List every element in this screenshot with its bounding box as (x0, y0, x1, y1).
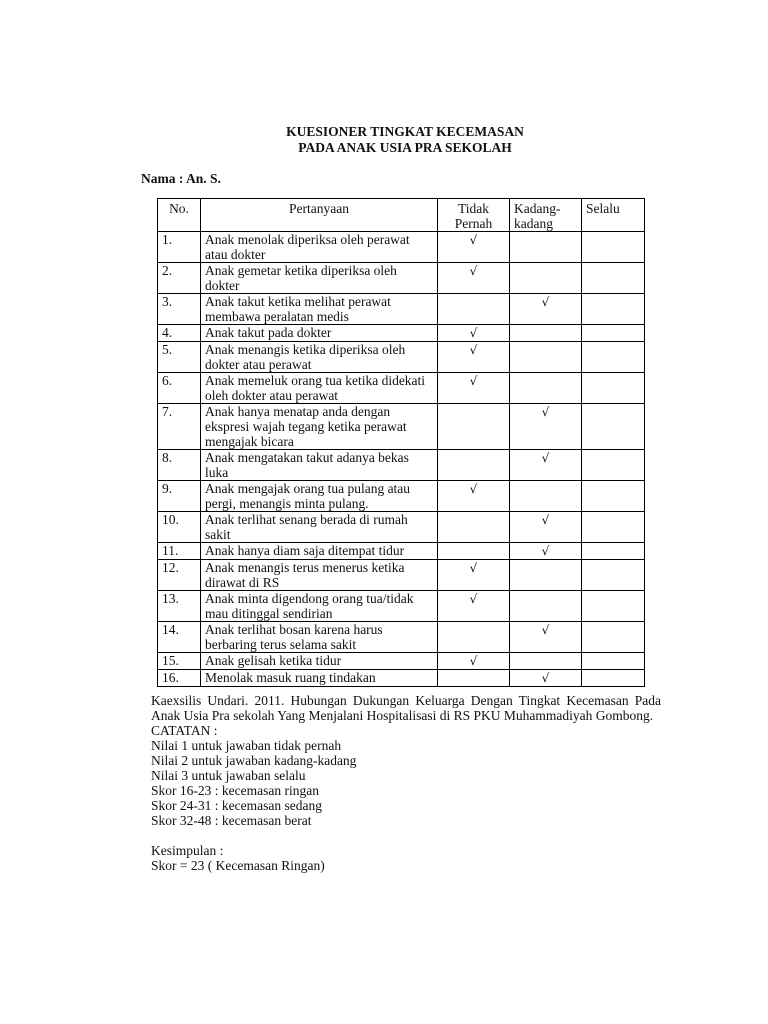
answer-cell-selalu (582, 342, 645, 373)
reference-text: Kaexsilis Undari. 2011. Hubungan Dukungan Keluarga Dengan Tingkat Kecemasan Pada Anak Usia Pra sekolah Yang Menjalani Hospitalisasi di RS PKU Muhammadiyah Gombong. (151, 693, 661, 723)
answer-cell-selalu (582, 294, 645, 325)
skor-sedang-note: Skor 24-31 : kecemasan sedang (151, 798, 322, 813)
answer-cell-tidak-pernah (438, 294, 510, 325)
check-mark: √ (469, 374, 478, 388)
answer-cell-tidak-pernah (438, 560, 510, 591)
answer-cell-tidak-pernah (438, 325, 510, 342)
answer-cell-selalu (582, 622, 645, 653)
document-title-line2: PADA ANAK USIA PRA SEKOLAH (298, 140, 512, 155)
row-number: 14. (158, 622, 201, 653)
row-number: 13. (158, 591, 201, 622)
row-number: 9. (158, 481, 201, 512)
row-number: 1. (158, 232, 201, 263)
answer-cell-selalu (582, 373, 645, 404)
answer-cell-kadang (510, 325, 582, 342)
answer-cell-selalu (582, 481, 645, 512)
document-title-line1: KUESIONER TINGKAT KECEMASAN (286, 124, 524, 139)
table-row (158, 263, 645, 294)
answer-cell-tidak-pernah (438, 342, 510, 373)
answer-cell-selalu (582, 232, 645, 263)
row-number: 2. (158, 263, 201, 294)
skor-ringan-note: Skor 16-23 : kecemasan ringan (151, 783, 319, 798)
table-row (158, 404, 645, 450)
table-row (158, 543, 645, 560)
table-row (158, 670, 645, 687)
table-row (158, 232, 645, 263)
answer-cell-selalu (582, 404, 645, 450)
row-question: Anak takut pada dokter (201, 325, 438, 342)
check-mark: √ (541, 513, 550, 527)
answer-cell-selalu (582, 512, 645, 543)
answer-cell-selalu (582, 560, 645, 591)
row-question: Anak hanya menatap anda dengan ekspresi wajah tegang ketika perawat mengajak bicara (201, 404, 438, 450)
answer-cell-kadang (510, 481, 582, 512)
row-number: 5. (158, 342, 201, 373)
answer-cell-kadang (510, 342, 582, 373)
answer-cell-tidak-pernah (438, 404, 510, 450)
skor-result: Skor = 23 ( Kecemasan Ringan) (151, 858, 325, 873)
table-row (158, 450, 645, 481)
answer-cell-selalu (582, 263, 645, 294)
row-number: 7. (158, 404, 201, 450)
table-row (158, 560, 645, 591)
check-mark: √ (469, 561, 478, 575)
notes-section (151, 693, 661, 873)
respondent-name: Nama : An. S. (141, 171, 221, 186)
row-number: 8. (158, 450, 201, 481)
row-question: Anak hanya diam saja ditempat tidur (201, 543, 438, 560)
answer-cell-tidak-pernah (438, 543, 510, 560)
check-mark: √ (469, 654, 478, 668)
row-number: 11. (158, 543, 201, 560)
answer-cell-tidak-pernah (438, 653, 510, 670)
answer-cell-selalu (582, 670, 645, 687)
nilai-2-note: Nilai 2 untuk jawaban kadang-kadang (151, 753, 357, 768)
answer-cell-tidak-pernah (438, 670, 510, 687)
row-question: Menolak masuk ruang tindakan (201, 670, 438, 687)
row-question: Anak minta digendong orang tua/tidak mau ditinggal sendirian (201, 591, 438, 622)
table-row (158, 653, 645, 670)
answer-cell-kadang (510, 622, 582, 653)
row-number: 16. (158, 670, 201, 687)
table-row (158, 325, 645, 342)
answer-cell-kadang (510, 512, 582, 543)
row-number: 3. (158, 294, 201, 325)
row-question: Anak memeluk orang tua ketika didekati oleh dokter atau perawat (201, 373, 438, 404)
check-mark: √ (469, 482, 478, 496)
questionnaire-body (158, 232, 645, 687)
answer-cell-kadang (510, 263, 582, 294)
answer-cell-tidak-pernah (438, 232, 510, 263)
answer-cell-tidak-pernah (438, 481, 510, 512)
check-mark: √ (541, 405, 550, 419)
check-mark: √ (469, 326, 478, 340)
row-number: 4. (158, 325, 201, 342)
header-selalu: Selalu (582, 199, 645, 232)
row-question: Anak terlihat bosan karena harus berbaring terus selama sakit (201, 622, 438, 653)
kesimpulan-label: Kesimpulan : (151, 843, 224, 858)
header-tidak-pernah: Tidak Pernah (438, 199, 510, 232)
table-row (158, 591, 645, 622)
skor-berat-note: Skor 32-48 : kecemasan berat (151, 813, 312, 828)
row-question: Anak gemetar ketika diperiksa oleh dokter (201, 263, 438, 294)
row-question: Anak takut ketika melihat perawat membawa peralatan medis (201, 294, 438, 325)
answer-cell-selalu (582, 543, 645, 560)
check-mark: √ (469, 264, 478, 278)
answer-cell-tidak-pernah (438, 373, 510, 404)
nilai-1-note: Nilai 1 untuk jawaban tidak pernah (151, 738, 342, 753)
header-kadang-kadang: Kadang- kadang (510, 199, 582, 232)
table-row (158, 622, 645, 653)
row-question: Anak terlihat senang berada di rumah sakit (201, 512, 438, 543)
check-mark: √ (541, 451, 550, 465)
table-row (158, 294, 645, 325)
answer-cell-kadang (510, 560, 582, 591)
answer-cell-kadang (510, 591, 582, 622)
row-question: Anak mengajak orang tua pulang atau pergi, menangis minta pulang. (201, 481, 438, 512)
nilai-3-note: Nilai 3 untuk jawaban selalu (151, 768, 306, 783)
answer-cell-kadang (510, 653, 582, 670)
check-mark: √ (541, 671, 550, 685)
answer-cell-kadang (510, 232, 582, 263)
answer-cell-tidak-pernah (438, 591, 510, 622)
table-row (158, 342, 645, 373)
row-question: Anak menangis ketika diperiksa oleh dokter atau perawat (201, 342, 438, 373)
check-mark: √ (469, 592, 478, 606)
table-row (158, 481, 645, 512)
check-mark: √ (541, 544, 550, 558)
answer-cell-selalu (582, 653, 645, 670)
row-question: Anak mengatakan takut adanya bekas luka (201, 450, 438, 481)
answer-cell-kadang (510, 294, 582, 325)
answer-cell-kadang (510, 450, 582, 481)
answer-cell-kadang (510, 404, 582, 450)
answer-cell-kadang (510, 373, 582, 404)
row-number: 15. (158, 653, 201, 670)
questionnaire-table (157, 198, 645, 687)
check-mark: √ (469, 233, 478, 247)
row-question: Anak gelisah ketika tidur (201, 653, 438, 670)
answer-cell-tidak-pernah (438, 450, 510, 481)
answer-cell-selalu (582, 325, 645, 342)
answer-cell-kadang (510, 670, 582, 687)
row-number: 10. (158, 512, 201, 543)
row-number: 6. (158, 373, 201, 404)
answer-cell-selalu (582, 591, 645, 622)
answer-cell-kadang (510, 543, 582, 560)
check-mark: √ (541, 623, 550, 637)
answer-cell-tidak-pernah (438, 512, 510, 543)
row-question: Anak menangis terus menerus ketika dirawat di RS (201, 560, 438, 591)
answer-cell-selalu (582, 450, 645, 481)
answer-cell-tidak-pernah (438, 263, 510, 294)
header-no: No. (158, 199, 201, 232)
check-mark: √ (541, 295, 550, 309)
row-question: Anak menolak diperiksa oleh perawat atau dokter (201, 232, 438, 263)
table-row (158, 373, 645, 404)
header-pertanyaan: Pertanyaan (201, 199, 438, 232)
table-header-row (158, 199, 645, 232)
check-mark: √ (469, 343, 478, 357)
answer-cell-tidak-pernah (438, 622, 510, 653)
row-number: 12. (158, 560, 201, 591)
table-row (158, 512, 645, 543)
catatan-label: CATATAN : (151, 723, 218, 738)
